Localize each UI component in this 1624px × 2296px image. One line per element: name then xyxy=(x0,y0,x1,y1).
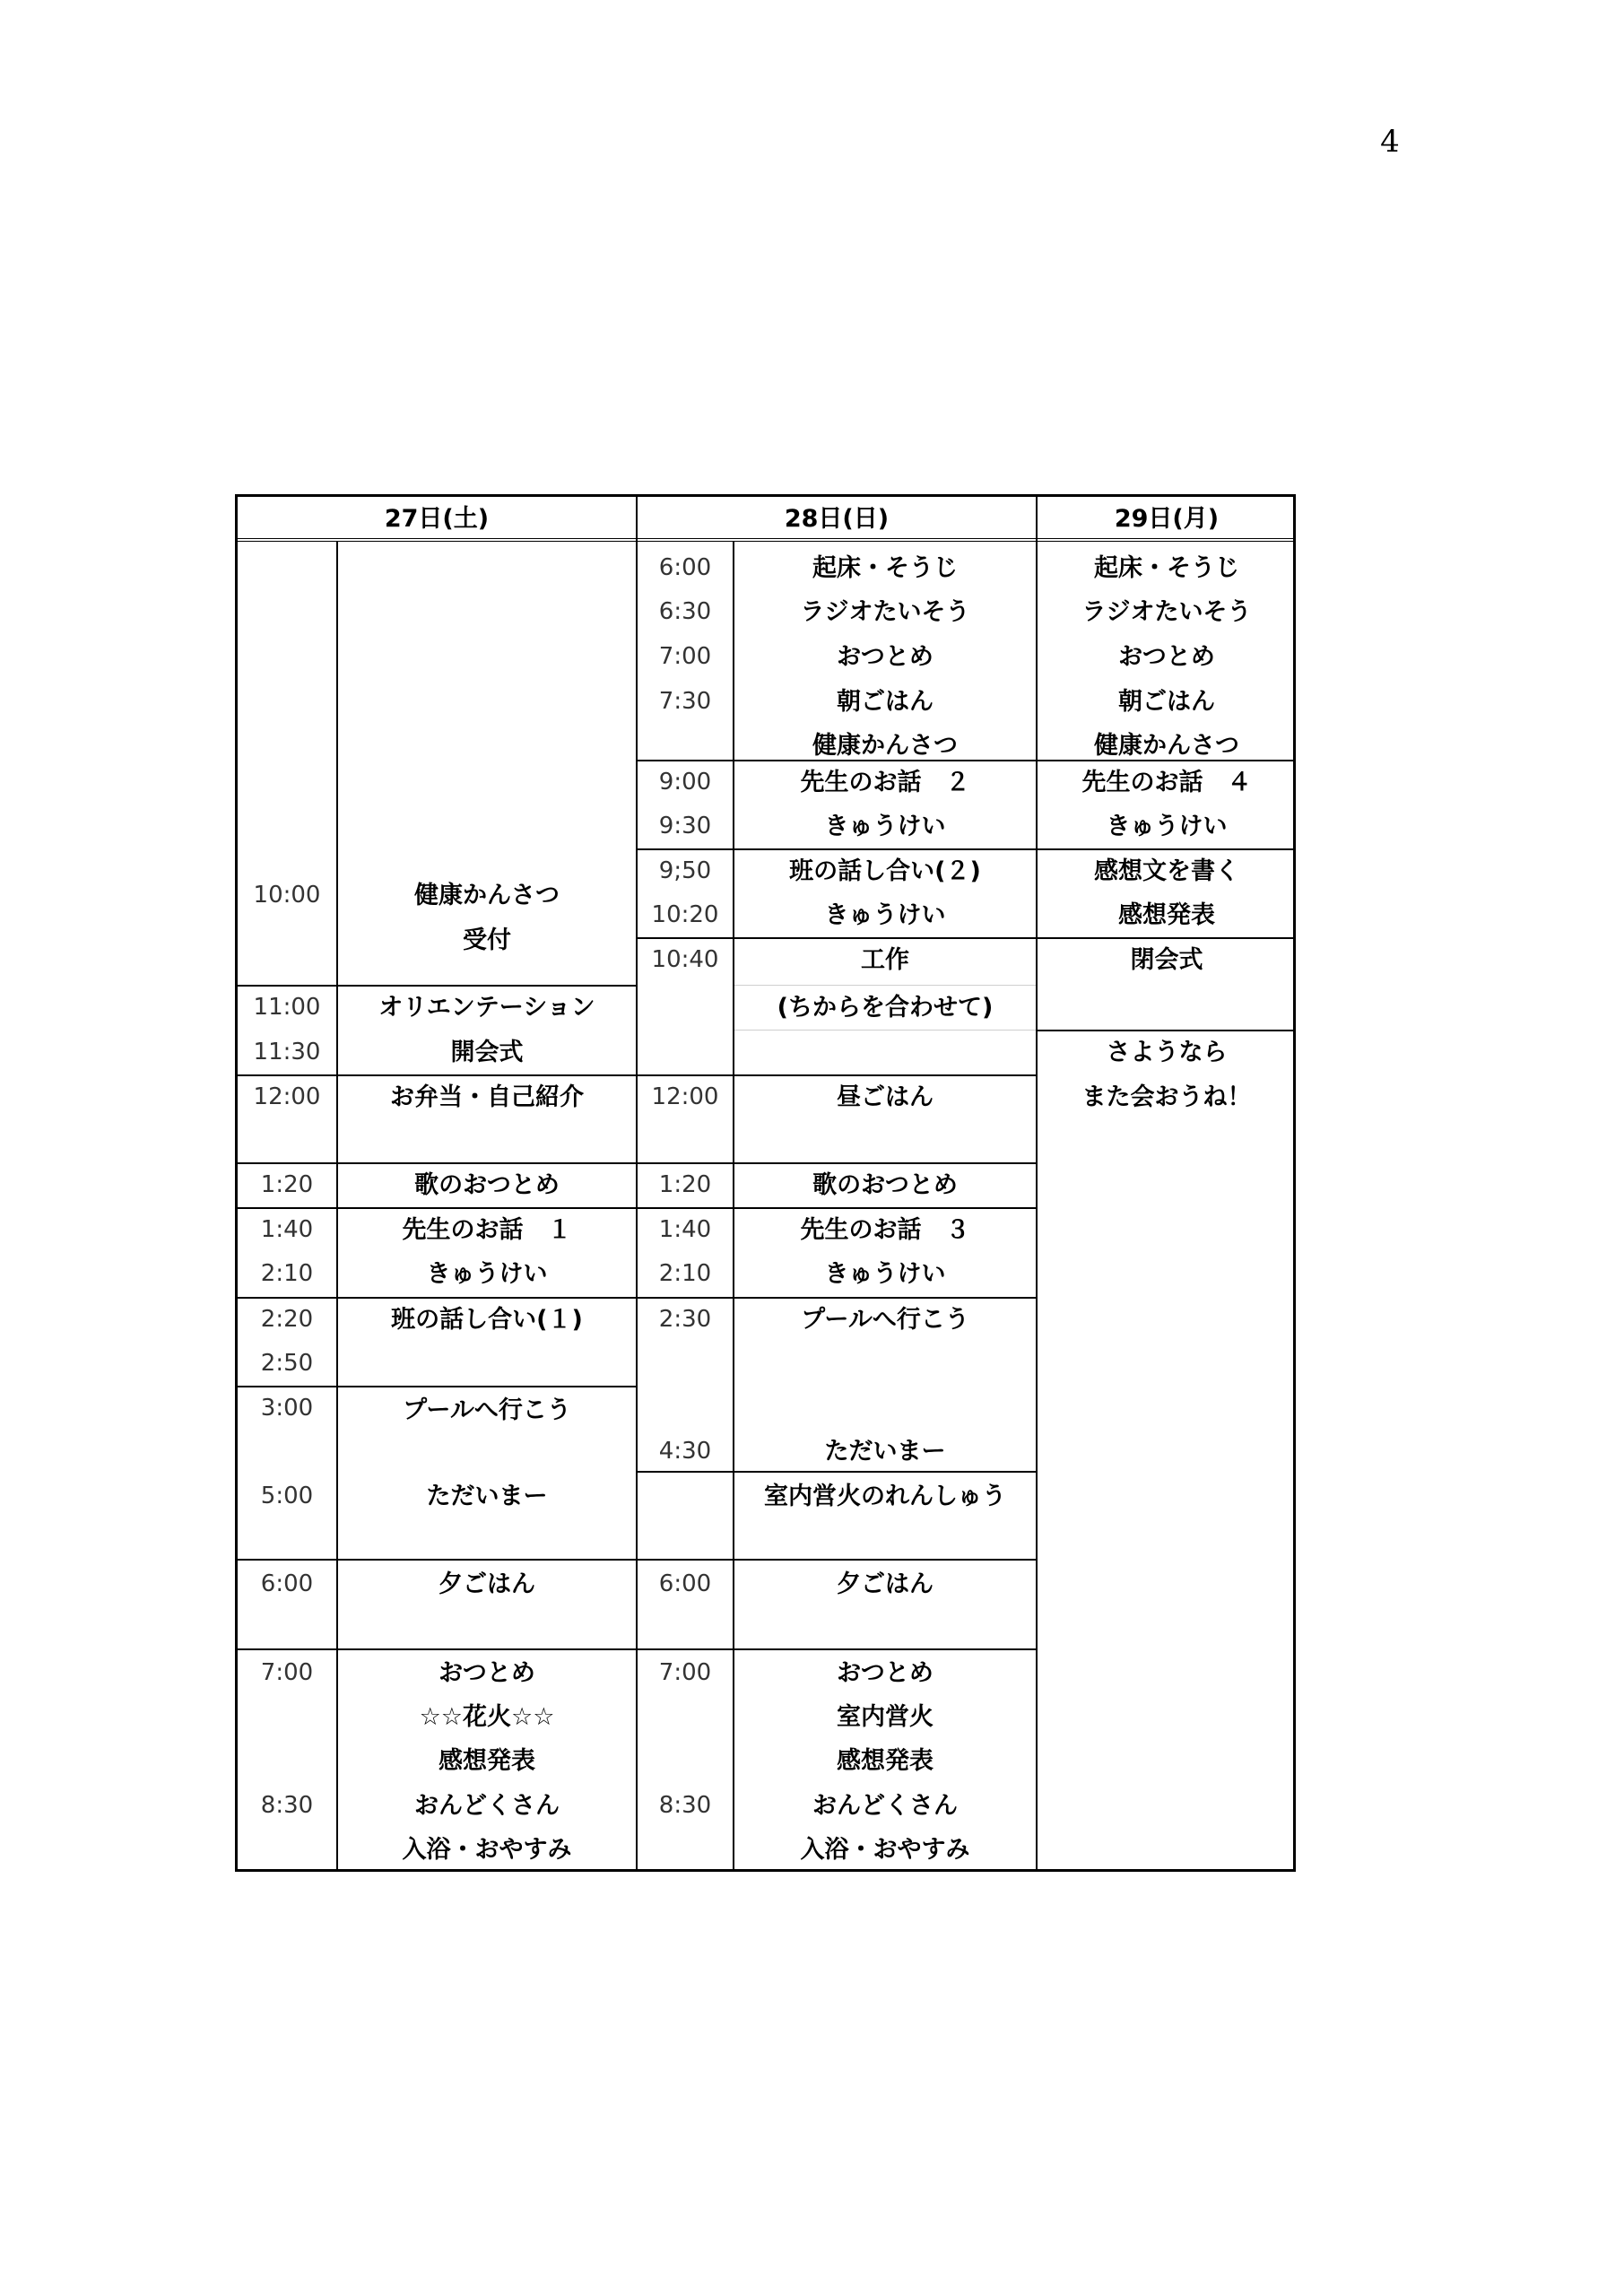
time-cell: 7:00 xyxy=(260,1659,314,1686)
row-divider xyxy=(638,1648,1036,1650)
event-cell: きゅうけい xyxy=(824,813,946,840)
time-cell: 3:00 xyxy=(260,1395,314,1422)
time-cell: 1:40 xyxy=(260,1216,314,1243)
event-cell: 入浴・おやすみ xyxy=(800,1836,970,1864)
event-cell: 入浴・おやすみ xyxy=(402,1836,572,1864)
event-cell: おつとめ xyxy=(837,643,934,671)
event-cell: きゅうけい xyxy=(824,1260,946,1288)
event-cell: きゅうけい xyxy=(426,1260,548,1288)
time-cell: 7:30 xyxy=(658,688,712,715)
time-cell: 2:10 xyxy=(658,1260,712,1287)
event-cell: 工作 xyxy=(861,946,909,974)
time-cell: 2:10 xyxy=(260,1260,314,1287)
event-cell: 起床・そうじ xyxy=(812,554,958,582)
event-cell: さようなら xyxy=(1106,1039,1228,1066)
time-cell: 10:00 xyxy=(253,882,321,909)
event-cell: 先生のお話 ２ xyxy=(800,769,970,796)
event-cell: 昼ごはん xyxy=(837,1083,934,1111)
row-divider xyxy=(238,1648,636,1650)
event-cell: ラジオたいそう xyxy=(1081,598,1252,626)
time-cell: 4:30 xyxy=(658,1438,712,1465)
time-cell: 8:30 xyxy=(260,1792,314,1819)
time-cell: 2:30 xyxy=(658,1306,712,1333)
event-cell: おつとめ xyxy=(837,1659,934,1687)
event-cell: プールへ行こう xyxy=(403,1396,571,1424)
event-cell: (ちからを合わせて) xyxy=(777,994,994,1022)
event-cell: 健康かんさつ xyxy=(812,732,958,760)
event-cell: 歌のおつとめ xyxy=(414,1171,560,1199)
event-cell: 健康かんさつ xyxy=(414,882,560,909)
time-cell: 9;50 xyxy=(658,857,712,884)
time-cell: 7:00 xyxy=(658,643,712,670)
event-cell: おんどくさん xyxy=(812,1792,958,1820)
event-cell: 班の話し合い(１) xyxy=(391,1306,583,1334)
header-day2: 28日(日) xyxy=(638,497,1036,542)
event-cell: きゅうけい xyxy=(824,901,946,929)
row-divider xyxy=(238,1559,636,1561)
event-cell: 健康かんさつ xyxy=(1094,732,1239,760)
event-cell: 起床・そうじ xyxy=(1094,554,1239,582)
row-divider-faint xyxy=(734,1030,1036,1031)
event-cell: 受付 xyxy=(463,926,511,954)
event-cell: 先生のお話 ３ xyxy=(800,1216,970,1244)
event-cell: 感想発表 xyxy=(439,1747,535,1775)
schedule-table xyxy=(235,494,1296,1872)
event-cell: 朝ごはん xyxy=(837,688,934,716)
time-cell: 11:30 xyxy=(253,1039,321,1065)
time-cell: 12:00 xyxy=(253,1083,321,1110)
event-cell: オリエンテーション xyxy=(378,994,595,1022)
event-cell: 閉会式 xyxy=(1130,946,1203,974)
header-day1: 27日(土) xyxy=(238,497,636,542)
time-cell: 2:20 xyxy=(260,1306,314,1333)
time-cell: 1:40 xyxy=(658,1216,712,1243)
event-cell: 先生のお話 １ xyxy=(402,1216,572,1244)
event-cell: 室内営火 xyxy=(837,1703,934,1731)
event-cell: ただいまー xyxy=(824,1438,946,1465)
time-cell: 7:00 xyxy=(658,1659,712,1686)
time-cell: 1:20 xyxy=(260,1171,314,1198)
time-cell: 10:40 xyxy=(651,946,719,973)
event-cell: ☆☆花火☆☆ xyxy=(419,1703,555,1731)
event-cell: 班の話し合い(２) xyxy=(789,857,981,885)
event-cell: おつとめ xyxy=(439,1659,535,1687)
event-cell: きゅうけい xyxy=(1106,813,1228,840)
event-cell: また会おうね！ xyxy=(1081,1083,1252,1111)
event-cell: お弁当・自己紹介 xyxy=(390,1083,584,1111)
time-cell: 6:00 xyxy=(658,1570,712,1597)
event-cell: プールへ行こう xyxy=(801,1306,969,1334)
time-cell: 1:20 xyxy=(658,1171,712,1198)
event-cell: おんどくさん xyxy=(414,1792,560,1820)
time-cell: 9:30 xyxy=(658,813,712,839)
event-cell: 感想発表 xyxy=(1118,901,1215,929)
row-divider xyxy=(638,1559,1036,1561)
header-day3: 29日(月) xyxy=(1038,497,1296,542)
event-cell: 夕ごはん xyxy=(439,1570,535,1598)
event-cell: 開会式 xyxy=(450,1039,524,1066)
page-number: 4 xyxy=(1380,124,1400,160)
time-cell: 8:30 xyxy=(658,1792,712,1819)
event-cell: 室内営火のれんしゅう xyxy=(764,1483,1006,1510)
event-cell: 歌のおつとめ xyxy=(812,1171,958,1199)
time-cell: 10:20 xyxy=(651,901,719,928)
event-cell: 先生のお話 ４ xyxy=(1081,769,1252,796)
time-cell: 2:50 xyxy=(260,1350,314,1377)
time-cell: 6:00 xyxy=(658,554,712,581)
event-cell: 感想文を書く xyxy=(1094,857,1239,885)
event-cell: ラジオたいそう xyxy=(800,598,970,626)
event-cell: おつとめ xyxy=(1118,643,1215,671)
time-cell: 6:00 xyxy=(260,1570,314,1597)
event-cell: ただいまー xyxy=(426,1483,548,1510)
event-cell: 朝ごはん xyxy=(1118,688,1215,716)
time-cell: 11:00 xyxy=(253,994,321,1021)
event-cell: 夕ごはん xyxy=(837,1570,934,1598)
time-cell: 6:30 xyxy=(658,598,712,625)
event-cell: 感想発表 xyxy=(837,1747,934,1775)
time-cell: 5:00 xyxy=(260,1483,314,1509)
time-cell: 12:00 xyxy=(651,1083,719,1110)
time-cell: 9:00 xyxy=(658,769,712,796)
